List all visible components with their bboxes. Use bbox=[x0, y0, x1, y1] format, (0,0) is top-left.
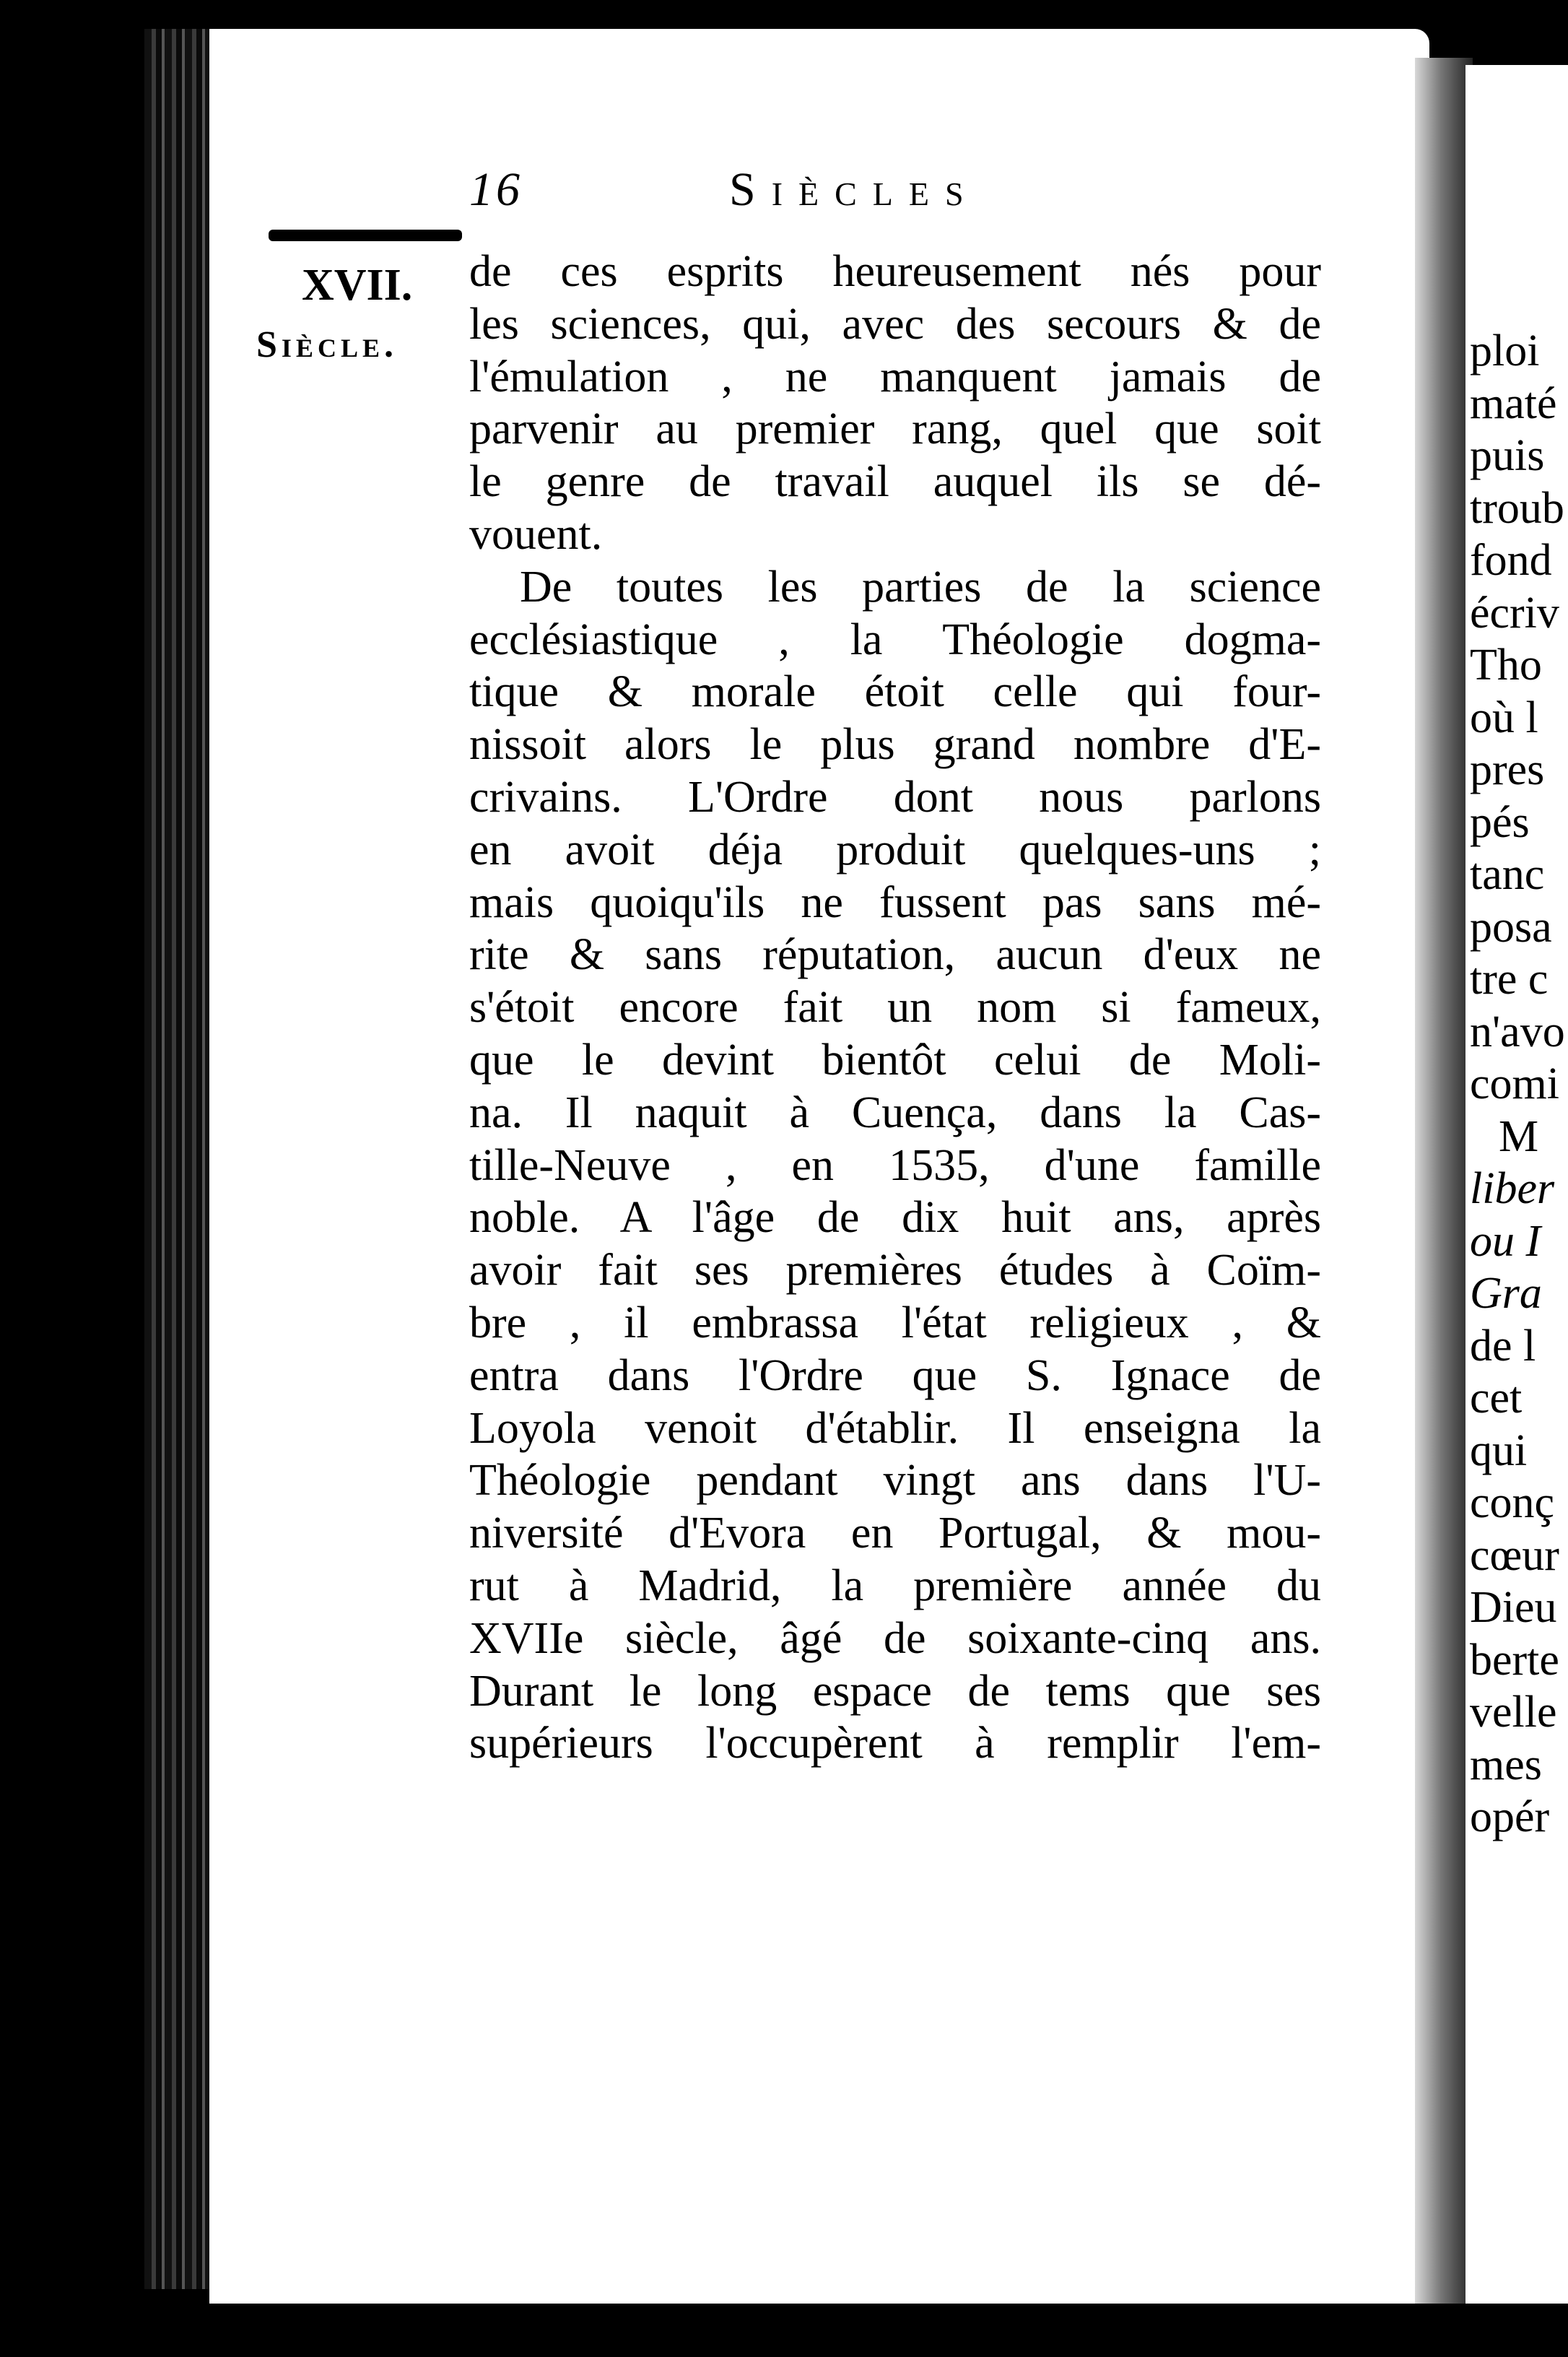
text-line: crivains. L'Ordre dont nous parlons bbox=[469, 772, 1321, 822]
text-line: De toutes les parties de la science bbox=[520, 562, 1321, 612]
running-head-title: Siècles bbox=[729, 163, 980, 216]
margin-note-siecle: Siècle. bbox=[256, 324, 398, 365]
text-line: XVIIe siècle, âgé de soixante-cinq ans. bbox=[469, 1613, 1321, 1663]
right-line: Tho bbox=[1470, 641, 1542, 690]
right-page-fragment bbox=[1465, 65, 1568, 2311]
right-line: Gra bbox=[1470, 1269, 1542, 1318]
text-line: parvenir au premier rang, quel que soit bbox=[469, 404, 1321, 454]
right-line: pés bbox=[1470, 797, 1530, 847]
text-line: les sciences, qui, avec des secours & de bbox=[469, 299, 1321, 349]
text-line: rite & sans réputation, aucun d'eux ne bbox=[469, 930, 1321, 980]
right-line: cœur bbox=[1470, 1530, 1559, 1580]
right-line: cet bbox=[1470, 1373, 1523, 1423]
text-line: l'émulation , ne manquent jamais de bbox=[469, 352, 1321, 401]
text-line: entra dans l'Ordre que S. Ignace de bbox=[469, 1350, 1321, 1400]
right-page-text bbox=[1470, 325, 1565, 1844]
right-line: où l bbox=[1470, 693, 1538, 742]
text-line: niversité d'Evora en Portugal, & mou- bbox=[469, 1509, 1321, 1558]
right-line: Dieu bbox=[1470, 1583, 1557, 1632]
margin-note-century: XVII. bbox=[302, 261, 413, 310]
text-line: rut à Madrid, la première année du bbox=[469, 1561, 1321, 1610]
right-line: fond bbox=[1470, 536, 1552, 585]
text-line: Loyola venoit d'établir. Il enseigna la bbox=[469, 1403, 1321, 1453]
text-line: de ces esprits heureusement nés pour bbox=[469, 247, 1321, 296]
right-line: tanc bbox=[1470, 850, 1545, 899]
right-line: ou I bbox=[1470, 1216, 1541, 1266]
right-line: puis bbox=[1470, 431, 1545, 480]
text-line: Théologie pendant vingt ans dans l'U- bbox=[469, 1456, 1321, 1506]
text-line: vouent. bbox=[469, 509, 603, 559]
text-line: avoir fait ses premières études à Coïm- bbox=[469, 1246, 1321, 1295]
right-line: ploi bbox=[1470, 326, 1540, 376]
right-line: liber bbox=[1470, 1164, 1555, 1213]
text-line: na. Il naquit à Cuença, dans la Cas- bbox=[469, 1088, 1321, 1137]
margin-rule bbox=[269, 230, 462, 241]
right-line: maté bbox=[1470, 378, 1557, 428]
right-line: troub bbox=[1470, 483, 1564, 533]
text-line: noble. A l'âge de dix huit ans, après bbox=[469, 1193, 1321, 1243]
right-line: berte bbox=[1470, 1635, 1559, 1685]
text-line: nissoit alors le plus grand nombre d'E- bbox=[469, 720, 1321, 770]
text-line: bre , il embrassa l'état religieux , & bbox=[469, 1298, 1321, 1347]
text-line: s'étoit encore fait un nom si fameux, bbox=[469, 983, 1321, 1033]
right-line: velle bbox=[1470, 1688, 1557, 1737]
text-line: tique & morale étoit celle qui four- bbox=[469, 667, 1321, 717]
right-line: conç bbox=[1470, 1478, 1555, 1527]
scan-bottom-border bbox=[0, 2304, 1568, 2357]
text-line: supérieurs l'occupèrent à remplir l'em- bbox=[469, 1719, 1321, 1768]
right-line: M bbox=[1499, 1111, 1539, 1161]
text-line: tille-Neuve , en 1535, d'une famille bbox=[469, 1140, 1321, 1190]
right-line: n'avo bbox=[1470, 1007, 1565, 1056]
text-line: Durant le long espace de tems que ses bbox=[469, 1666, 1321, 1716]
body-text bbox=[469, 246, 1321, 1770]
text-line: que le devint bientôt celui de Moli- bbox=[469, 1035, 1321, 1085]
right-line: pres bbox=[1470, 745, 1545, 794]
text-line: ecclésiastique , la Théologie dogma- bbox=[469, 615, 1321, 664]
right-line: comi bbox=[1470, 1059, 1559, 1108]
right-line: opér bbox=[1470, 1792, 1550, 1841]
right-line: qui bbox=[1470, 1425, 1528, 1475]
right-line: de l bbox=[1470, 1321, 1536, 1371]
right-line: mes bbox=[1470, 1740, 1542, 1789]
text-line: mais quoiqu'ils ne fussent pas sans mé- bbox=[469, 877, 1321, 927]
text-line: en avoit déja produit quelques-uns ; bbox=[469, 825, 1321, 874]
page-number: 16 bbox=[469, 163, 523, 216]
book-gutter-shadow bbox=[1415, 58, 1473, 2304]
right-line: écriv bbox=[1470, 588, 1559, 638]
right-line: posa bbox=[1470, 902, 1552, 952]
text-line: le genre de travail auquel ils se dé- bbox=[469, 457, 1321, 507]
right-line: tre c bbox=[1470, 955, 1549, 1004]
